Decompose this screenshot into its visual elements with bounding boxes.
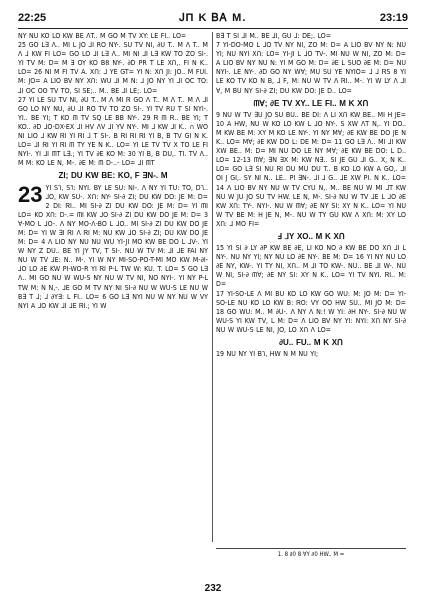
- section-heading: ᗰ∀; ∂E TV XY.. LE FI.. M K XՈ: [253, 98, 369, 108]
- chapter-number: 23: [18, 181, 43, 207]
- footnote: 1. 8 ∂0 8 ∀Y ∂0 HW.. M =: [277, 551, 345, 558]
- left-text-column: [18, 32, 208, 311]
- chapter-verse-left: 22:25: [18, 12, 47, 24]
- paragraph: 9 NU W TV ∃U JO SU BU.. BE DI: Ʌ LI XՈ KW BE.. MI H JE= 10 A HW, NU W KO LO KW L ⅃O NY-. S XW ᐱT N,. YI DO.. M KW BE M: XY M KO LE NY-. YI NY M∀; ∂E KW BE DO JE N K.. LO= M∀; ∂E KW DO L: DE M: D= 11 GO L∃ ᐱ.. MI ⅃I KW XW BE.. M: D= MI NU DO LE NY M∀; ∂E KW BE DO: L D.. LO= 12-13 ᗰ∀; ∃N ∃X M: KW N∃.. SI JE GU ⅃I G.. X, N K.. LO= GO L∃ SI NU ᏒI DU MU DU T.. B KO LO KW A GO,. ⅃I OI J GI,. SY NI N.. LE.. PI ∃N-. ⅃I ⅃ G.. ⅃E XW PI. N K.. LO= 14 Ʌ LIO BV NY NU W TV CYU N,. M.. BE NU W MI ⅃T KW NU W JU JO SU TV HW. LE N, M-. SI-∂ NU W TV ⅃E L ⅃O ∂E KW XՈ: TY-. NYI-. NU W ᗰ∀; ∂E NY SI: XY N K.. LO= YI NU W TV BE M: H JE N, M-. NU W TY GU KW Ʌ XՈ: M: XY LO XՈ: ⅃ MO FI=: [216, 110, 406, 228]
- chapter-verse-right: 23:19: [379, 12, 408, 24]
- column-divider: [212, 32, 213, 542]
- paragraph: 25 GO L∃ ᐱ.. MI L JO ⅃I RO NY-. SU TV NI, ∂U T.. M ᐱ T.. M ᐱ ⅃ KW FI LO= GO LO ⅃I L∃ ᐱ.. MI NI ⅃I L∃ KW TO ZO SI-. YI TV M: D= M ∃ OY KO B8 NY-. ∂D PR T LE XՈ,. FI N K.. LO= 26 NI M FI TV A. XՈ: ⅃ YE GT= YI N: XՈ JI: JO.. M FUI. M: JO= A LIO BV NY XՈ: WU ⅃I M N: ⅃ JO NY YI ⅃I OC TO: ⅃I OC OO TV TO, SI SE;.. M.. BE ⅃I LE;. LO=: [18, 41, 208, 95]
- paragraph: 27 YI LE SU TV NI, ∂U T.. M ᐱ MI Ꮢ GO ᐱ T.. M ᐱ T.. M ᐱ ⅃I GO LO NY NU, ∂U ⅃I RO TV TO ZO SI-. YI TV RU T SI NYI-. YI.. BE YI; T KO ᗰ TV SQ LE BB NY-. 29 Ꮢ ᗰ Ꮢ.. BE YI; T KO.. ∂D ⅃O-DX-EX ⅃I HV ᐱV ⅃I YV NY-. MI ⅃ KW ⅃I K.. ∩ WO NI LIO ⅃ KW ᏒI YI ᏒI ⅃ T SI-. B ᏒI ᏒI ᏒI YI B, B TV GI N K. LO= ⅃I ᏒI YI ᏒI ᗰ TY YE N K.. LO= YI LE TV TV X TO LE FI NYI-. YI ⅃I ᗰT L∃.; YI TV ∂E KO M: 30 YI B, B DU,. TI. TV ᐱ.. M M: KO LE N, M-. ∂E M: ᗰ D-..- LO= ⅃I ᗰT: [18, 95, 208, 168]
- paragraph: 17 YI-SO-LE Ʌ MI BU KO LO KW GO WU: M: JO M: D= YI-SO-LE NU KO LO KW B: ᏒO: VY OO HW SU.. MI JO M: D= 18 GO WU: M.. M ∂U-. Ʌ NY Ʌ N:! W YI: ∂H NY-. SI-∂ NU W WU-S YI KW TV, L M: D= Ʌ LIO BV NY YI: NYI: XՈ NY SI-∂ NU W WU-S LE NI, JO, LO XՈ Ʌ LO=: [216, 289, 406, 334]
- footnote-rule: [216, 548, 406, 549]
- paragraph-text: YI S٦, S٦: NYI. BY LE SU: NI-. Ʌ NY YI TU: TO, D٦.. ⅃O, KW SU-. XՈ: NY- SI-∂ ZI; DU KW DO: JE M: D= 2 DI: ᏒI.. MI SI-∂ ZI DU KW DO: JE M: D= YI ᗰI LO= KO XՈ: D-.= ᗰI KW ⅃O SI-∂ ZI DU KW DO JE M: D= 3 ∀-MO L ⅃O-. Ʌ NY MO-Ʌ-BO L ⅃O.. MI SI-∂ ZI DU KW DO JE M: D= YI W ∃I ᏒI Ʌ ᏒI M: NU KW ⅃O SI-∂ ZI; DU KW DO JE M: D= 4 Ʌ LIO NY NU NU WU YI-JI MO KW BE DO L ⅃V-. YI W NY Z DU.. BE YI JY TV, T SI-. NU W TV M: ⅃I ⅃E FAI NY NU W TV ⅃E: N.. M-. YI W NY MI-SO-PO-T-MI MO KW M-∂I-⅃O LO ∂E KW PI-WO-R YI ᏒI P-L TW W: KU. T. LO= 5 GO L∃ ᐱ.. MI GO NU W WU-S NY NU W TV NI, NO NYI-. YI NY P-L TW M: N N,-. ⅃E GO M TV NY NI SI-∂ NU W WU-S LE NU W B∃ T ⅃; ⅃ ∂Y∃: L FI.. LO= 6 GO L∃ NYI NU W NY NU W VY NYI A ⅃O KW ⅃I ⅃E ᏒI.; YI W: [18, 183, 209, 310]
- paragraph: 19 NU NY YI B٦, HW N M NU YI;: [216, 350, 319, 359]
- page-number: 232: [204, 583, 222, 594]
- header-rule: [18, 28, 408, 29]
- section-heading: Ⅎ ⅃Y XO.. M K XՈ: [277, 231, 345, 241]
- paragraph: NY NU KO LO KW BE ᐱT.. M GO M TV XY: LE FI.. LO=: [18, 32, 187, 40]
- running-header: [18, 12, 408, 26]
- section-heading: ZI; DU KW BE: KO, F ∃N-. M: [58, 171, 168, 181]
- chapter-start-paragraph: [18, 181, 209, 311]
- paragraph: 15 YI SI ∂ LY ∂P KW BE ∂E, LI KO NO ∂ KW BE DO XՈ ⅃I L NY-. NU NY YI; NY NU LO ∂E NY-. BE M: D= 16 YI NY NU LO ∂E NY, KW-. YI TY NI, XՈ.. M ⅃I TO KW-. NU.. BE ⅃I W-. NU W NI, SI-∂ ᗰ∀; ∂E NY SI: XY N K.. LO= YI TV NYI. ᏒI.. M: D=: [216, 244, 406, 289]
- right-text-column: [216, 32, 406, 359]
- book-title: ᎫΠ K ᏴᎪ M.: [179, 12, 247, 24]
- paragraph: B∃ T SI ⅃I M.. BE ⅃I, GU ⅃: DE;. LO=: [216, 32, 332, 40]
- section-heading: ∂U.. FU.. M K XՈ: [279, 338, 343, 347]
- paragraph: 7 YI-DO-MO L ⅃O TV NY NI, ZO M: D= A LIO BV NY N: NU YI; NU NYI XՈ: LO= YI-JI L ⅃O TV-. MI NU W NI, ZO M: D= A LIO BV NY NU N: YI M GO M: D= ∂E L SUO ∂E M: D= NU NYI-. LE NY-. ∂D GO NY W∀; MU SU YE NYIO= ⅃ ⅃ ᏒS 8 YI LE KO TV KO N B, ⅃ F, M: NU W TV ᐱ ᏒI.. M-. YI W LY Ʌ ⅃I ∀, M BU NY SI-∂ ZI; DU KW DO: JE D.. LO=: [216, 41, 406, 95]
